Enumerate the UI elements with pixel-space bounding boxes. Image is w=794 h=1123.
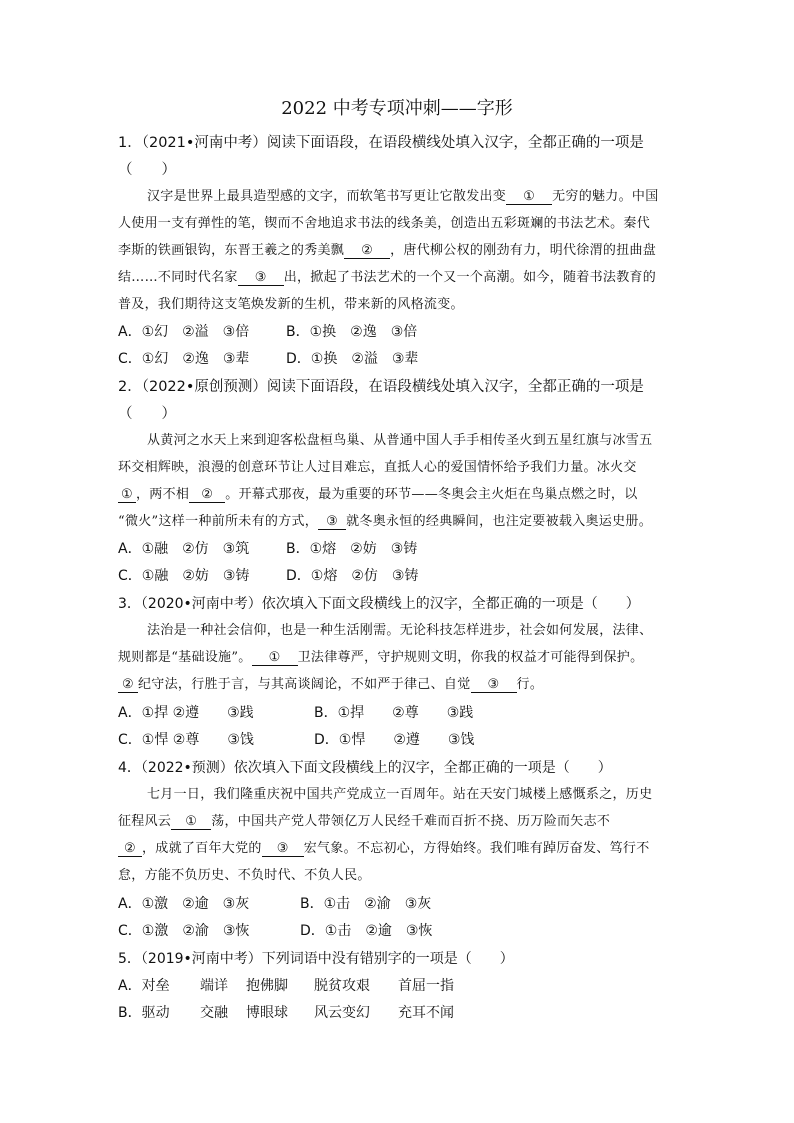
q1-stem: 1．（2021•河南中考）阅读下面语段，在语段横线处填入汉字，全都正确的一项是	[118, 135, 644, 151]
q2-stem: 2．（2022•原创预测）阅读下面语段，在语段横线处填入汉字，全都正确的一项是	[118, 379, 644, 395]
q2-passage-line-2: 环交相辉映，浪漫的创意环节让人过目难忘，直抵人心的爱国情怀给予我们力量。冰火交	[118, 460, 637, 475]
q1-passage-line-2: 人使用一支有弹性的笔，锲而不舍地追求书法的线条美，创造出五彩斑斓的书法艺术。秦代	[118, 216, 651, 231]
q2-option-b: B．①熔 ②妨 ③铸	[286, 541, 418, 557]
q3-passage-line-3: ② 纪守法，行胜于言，与其高谈阔论，不如严于律己、自觉 ③ 行。	[118, 676, 543, 694]
q4-option-a: A．①激 ②逾 ③灰	[118, 896, 250, 912]
q4-option-c: C．①激 ②渝 ③恢	[118, 923, 250, 939]
q1-passage-line-3: 李斯的铁画银钩，东晋王羲之的秀美飘 ② ，唐代柳公权的刚劲有力，明代徐渭的扭曲盘	[118, 243, 657, 258]
q5-stem: 5．（2019•河南中考）下列词语中没有错别字的一项是（ ）	[118, 951, 514, 967]
q5-b-word-3: 博眼球	[246, 1005, 288, 1021]
q5-b-word-4: 风云变幻	[314, 1005, 370, 1021]
q4-blank-3: ③	[262, 841, 304, 857]
q2-options-row-2	[118, 567, 418, 585]
q3-stem: 3．（2020•河南中考）依次填入下面文段横线上的汉字，全都正确的一项是（ ）	[118, 596, 640, 612]
q2-passage-line-4: “微火”这样一种前所未有的方式， ③ 就冬奥永恒的经典瞬间，也注定要被载入奥运史册。	[118, 514, 652, 529]
q5-option-a	[118, 977, 454, 995]
q4-option-b: B．①击 ②渝 ③灰	[300, 896, 432, 912]
q5-b-word-5: 充耳不闻	[398, 1005, 454, 1021]
q3-options-row-1	[118, 704, 473, 722]
q2-blank-1: ①	[118, 487, 136, 503]
q2-passage-line-1: 从黄河之水天上来到迎客松盘桓鸟巢、从普通中国人手手相传圣火到五星红旗与冰雪五	[147, 433, 653, 448]
q2-option-a: A．①融 ②仿 ③筑	[118, 541, 250, 557]
q2-option-d: D．①熔 ②仿 ③铸	[286, 568, 419, 584]
q3-options-row-2	[118, 731, 474, 749]
q4-blank-1: ①	[171, 814, 211, 830]
q5-a-word-5: 首屈一指	[398, 978, 454, 994]
q1-option-d: D．①换 ②溢 ③辈	[286, 351, 419, 367]
q1-options-row-1	[118, 323, 417, 341]
q1-passage-line-4: 结……不同时代名家 ③ 出，掀起了书法艺术的一个又一个高潮。如今，随着书法教育的	[118, 270, 657, 285]
q1-option-b: B．①换 ②逸 ③倍	[286, 324, 418, 340]
q4-passage-line-4: 怠，方能不负历史、不负时代、不负人民。	[118, 868, 371, 883]
q4-option-d: D．①击 ②逾 ③恢	[300, 923, 433, 939]
q5-a-word-4: 脱贫攻艰	[314, 978, 370, 994]
q3-passage-line-2: 规则都是“基础设施”。 ① 卫法律尊严，守护规则文明，你我的权益才可能得到保护。	[118, 650, 644, 665]
q2-blank-3: ③	[318, 514, 346, 530]
q2-blank-2: ②	[189, 487, 225, 503]
q5-a-word-3: 抱佛脚	[246, 978, 288, 994]
q4-passage-line-3: ② ，成就了百年大党的 ③ 宏气象。不忘初心，方得始终。我们唯有踔厉奋发、笃行不	[118, 840, 650, 858]
q5-b-word-1: B．驱动	[118, 1005, 170, 1021]
q1-blank-3: ③	[238, 270, 284, 286]
q1-passage-line-5: 普及，我们期待这支笔焕发新的生机，带来新的风格流变。	[118, 297, 464, 312]
q4-blank-2: ②	[118, 841, 142, 857]
q2-option-c: C．①融 ②妨 ③铸	[118, 568, 250, 584]
q1-option-c: C．①幻 ②逸 ③辈	[118, 351, 250, 367]
q4-stem: 4．（2022•预测）依次填入下面文段横线上的汉字，全都正确的一项是（ ）	[118, 760, 612, 776]
q2-answer-paren: （ ）	[118, 406, 176, 422]
q3-blank-3: ③	[471, 677, 517, 693]
q5-b-word-2: 交融	[200, 1005, 228, 1021]
q4-options-row-1	[118, 895, 431, 913]
q3-passage-line-1: 法治是一种社会信仰，也是一种生活刚需。无论科技怎样进步，社会如何发展，法律、	[147, 623, 653, 638]
q3-option-a: A．①捍 ②遵 ③践	[118, 705, 254, 721]
q1-passage-line-1: 汉字是世界上最具造型感的文字，而软笔书写更让它散发出变 ① 无穷的魅力。中国	[147, 189, 659, 204]
q1-options-row-2	[118, 350, 418, 368]
q2-options-row-1	[118, 540, 417, 558]
q3-option-c: C．①悍 ②尊 ③饯	[118, 732, 254, 748]
q3-option-b: B．①捍 ②尊 ③践	[314, 705, 474, 721]
q5-a-word-1: A．对垒	[118, 978, 170, 994]
q4-passage-line-2: 征程风云 ① 荡，中国共产党人带领亿万人民经千难而百折不挠、历万险而矢志不	[118, 814, 611, 829]
q3-blank-1: ①	[252, 650, 298, 666]
q2-passage-line-3: ① ，两不相 ② 。开幕式那夜，最为重要的环节——冬奥会主火炬在鸟巢点燃之时，以	[118, 486, 638, 504]
q1-blank-1: ①	[506, 189, 552, 205]
q1-blank-2: ②	[344, 243, 390, 259]
q1-answer-paren: （ ）	[118, 162, 176, 178]
q3-blank-2: ②	[118, 677, 138, 693]
page-title: 2022 中考专项冲刺——字形	[281, 98, 513, 119]
q4-passage-line-1: 七月一日，我们隆重庆祝中国共产党成立一百周年。站在天安门城楼上感慨系之，历史	[147, 787, 653, 802]
q3-option-d: D．①悍 ②遵 ③饯	[314, 732, 475, 748]
q1-option-a: A．①幻 ②溢 ③倍	[118, 324, 250, 340]
q4-options-row-2	[118, 922, 432, 940]
q5-a-word-2: 端详	[200, 978, 228, 994]
q5-option-b	[118, 1004, 454, 1022]
